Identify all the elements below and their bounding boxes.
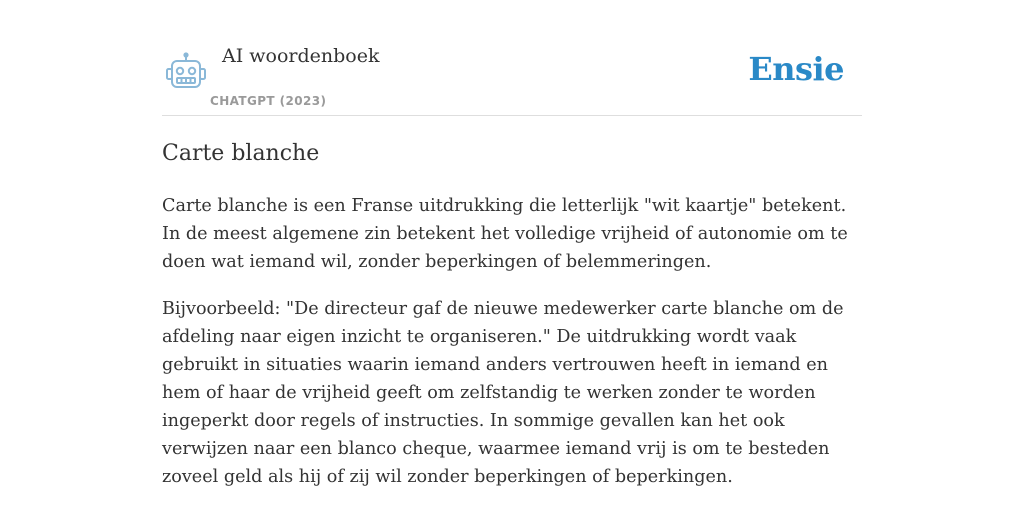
- source-header: [162, 40, 862, 116]
- definition-paragraph: Carte blanche is een Franse uitdrukking die letterlijk "wit kaartje" betekent. In de meest algemene zin betekent het volledige vrijheid of autonomie om te doen wat iemand wil, zonder beperkingen of belemmeringen.: [162, 196, 848, 272]
- source-title[interactable]: AI woordenboek: [222, 45, 380, 67]
- entry-definition: [162, 192, 862, 491]
- definition-paragraph: Bijvoorbeeld: "De directeur gaf de nieuwe medewerker carte blanche om de afdeling naar eigen inzicht te organiseren." De uitdrukking wordt vaak gebruikt in situaties waarin iemand anders vertrouwen heeft in iemand en hem of haar de vrijheid geeft om zelfstandig te werken zonder te worden ingeperkt door regels of instructies. In sommige gevallen kan het ook verwijzen naar een blanco cheque, waarmee iemand vrij is om te besteden zoveel geld als hij of zij wil zonder beperkingen of beperkingen.: [162, 299, 844, 487]
- entry-term: Carte blanche: [162, 141, 320, 166]
- brand-logo[interactable]: Ensie: [748, 50, 844, 88]
- source-meta: CHATGPT (2023): [210, 94, 327, 108]
- entry: [162, 138, 862, 510]
- robot-icon: [166, 52, 206, 92]
